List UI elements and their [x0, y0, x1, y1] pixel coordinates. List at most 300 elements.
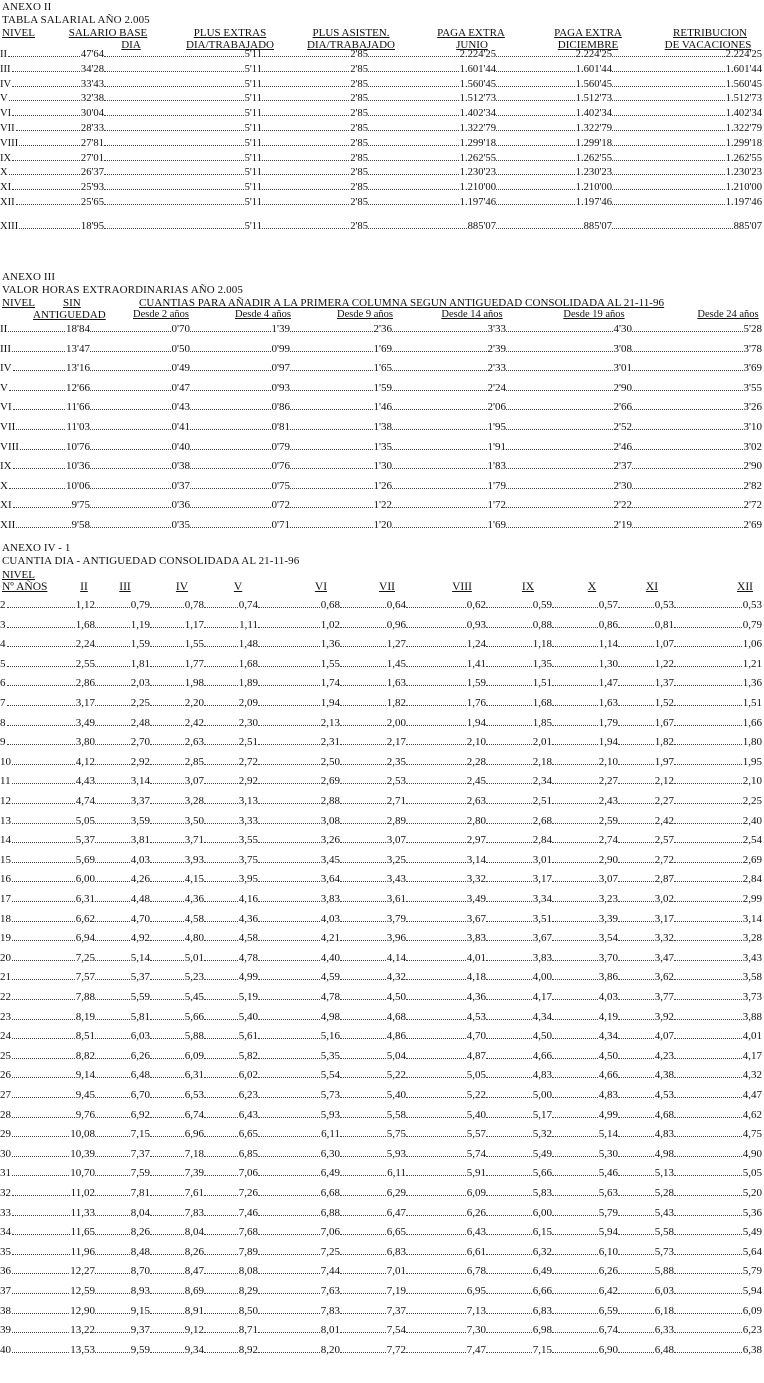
annex4-value: 6,26	[466, 1206, 486, 1219]
annex3-cell-desde	[506, 379, 632, 394]
dot-leader	[552, 1027, 598, 1039]
annex4-value: 5,40	[238, 1010, 258, 1023]
annex2-cell-retribucion-vacaciones	[612, 163, 762, 178]
annex4-value: 2,28	[466, 755, 486, 768]
annex4-value: 3,81	[130, 834, 150, 847]
dot-leader	[150, 1321, 184, 1333]
annex2-cell-paga-diciembre	[496, 134, 612, 149]
annex4-value: 6,96	[184, 1128, 204, 1141]
annex4-value: 6,43	[466, 1226, 486, 1239]
annex4-cell	[674, 831, 762, 846]
annex4-value: 3,77	[654, 991, 674, 1003]
dot-leader	[632, 418, 743, 430]
dot-leader	[552, 596, 598, 608]
annex2-header-plus-extras: PLUS EXTRAS	[193, 27, 267, 39]
annex4-cell	[486, 772, 552, 787]
annex4-value: 6,09	[466, 1187, 486, 1199]
dot-leader	[674, 772, 742, 784]
annex4-value: 4,98	[654, 1147, 674, 1160]
annex4-cell	[258, 988, 340, 1003]
annex4-cell	[406, 733, 486, 748]
annex4-value: 4,58	[184, 912, 204, 925]
annex4-cell	[674, 870, 762, 885]
annex4-cell	[406, 1204, 486, 1219]
dot-leader	[406, 1125, 466, 1137]
annex4-cell	[406, 1066, 486, 1081]
annex4-cell	[406, 1027, 486, 1042]
annex4-cell	[674, 890, 762, 905]
dot-leader	[150, 1223, 184, 1235]
dot-leader	[104, 134, 244, 146]
annex2-cell-paga-junio	[368, 89, 496, 104]
annex2-header-plus-asisten-dia: DIA/TRABAJADO	[307, 39, 395, 51]
annex4-value: 4,50	[386, 991, 406, 1003]
annex4-value: 4,19	[598, 1010, 618, 1023]
dot-leader	[13, 457, 65, 469]
dot-leader	[258, 1223, 320, 1235]
annex4-anos-label: 26	[0, 1069, 11, 1082]
annex4-value: 9,34	[184, 1343, 204, 1356]
dot-leader	[290, 457, 373, 469]
dot-leader	[486, 1341, 532, 1353]
dot-leader	[104, 60, 244, 72]
dot-leader	[486, 1282, 532, 1294]
table-row	[0, 655, 764, 674]
annex4-cell	[618, 733, 674, 748]
table-row	[0, 134, 764, 148]
annex2-retribucion-vacaciones-value: 885'07	[733, 220, 762, 232]
annex4-value: 1,30	[598, 657, 618, 670]
annex4-cell-anos-ii	[0, 1125, 95, 1140]
annex4-cell	[674, 1145, 762, 1160]
annex3-sin-antiguedad-value: 18'84	[66, 323, 90, 335]
annex2-cell-paga-junio	[368, 45, 496, 60]
annex3-sin-antiguedad-value: 9'75	[71, 499, 90, 512]
annex4-value: 9,59	[130, 1343, 150, 1356]
annex3-desde-value: 3'33	[487, 323, 506, 335]
annex2-cell-retribucion-vacaciones	[612, 75, 762, 90]
annex4-value: 6,65	[238, 1128, 258, 1141]
annex3-cell-desde	[392, 379, 506, 394]
dot-leader	[552, 890, 598, 902]
annex4-cell	[552, 792, 618, 807]
annex4-cell	[406, 949, 486, 964]
annex3-desde-value: 2'06	[487, 401, 506, 414]
annex3-cell-desde	[506, 320, 632, 335]
dot-leader	[552, 968, 598, 980]
annex4-value: 2,69	[742, 853, 762, 866]
dot-leader	[204, 1164, 238, 1176]
annex4-value: 5,64	[742, 1245, 762, 1258]
dot-leader	[90, 457, 171, 469]
annex4-value: 13,53	[70, 1343, 95, 1356]
dot-leader	[258, 1047, 320, 1059]
table-row	[0, 1302, 764, 1321]
annex4-anos-label: 40	[0, 1343, 11, 1356]
annex4-cell	[674, 694, 762, 709]
annex4-value: 6,30	[320, 1147, 340, 1160]
annex4-cell	[95, 655, 150, 670]
annex4-value: 6,29	[386, 1187, 406, 1199]
dot-leader	[150, 753, 184, 765]
annex4-value: 5,49	[742, 1226, 762, 1239]
dot-leader	[392, 359, 487, 371]
annex2-nivel-label: VIII	[0, 137, 19, 149]
annex4-value: 6,43	[238, 1108, 258, 1121]
dot-leader	[496, 45, 575, 57]
annex4-value: 1,98	[184, 677, 204, 690]
annex4-cell	[552, 674, 618, 689]
annex4-cell-anos-ii	[0, 635, 95, 650]
annex3-desde-value: 1'39	[271, 323, 290, 335]
annex3-desde-value: 3'69	[743, 362, 762, 375]
annex4-anos-label: 6	[0, 677, 6, 690]
annex4-cell	[95, 792, 150, 807]
annex4-value: 8,29	[238, 1285, 258, 1297]
annex4-value: 4,26	[130, 873, 150, 886]
dot-leader	[12, 1086, 75, 1098]
dot-leader	[7, 714, 75, 726]
annex4-cell	[340, 1008, 406, 1023]
annex3-cell-desde	[506, 477, 632, 492]
annex4-cell	[618, 1184, 674, 1199]
annex3-nivel-label: VIII	[0, 440, 19, 453]
annex4-cell	[258, 910, 340, 925]
table-row	[0, 477, 764, 496]
annex4-cell	[95, 1243, 150, 1258]
dot-leader	[486, 1184, 532, 1196]
annex4-cell	[95, 772, 150, 787]
dot-leader	[150, 1282, 184, 1294]
annex4-cell	[552, 1223, 618, 1238]
dot-leader	[19, 217, 80, 229]
annex4-value: 2,09	[238, 697, 258, 709]
dot-leader	[340, 733, 386, 745]
dot-leader	[7, 596, 75, 608]
annex4-cell	[150, 1243, 204, 1258]
annex4-cell	[486, 1184, 552, 1199]
annex4-cell	[340, 910, 406, 925]
annex3-header-desde-24: Desde 24 años	[697, 309, 759, 320]
annex4-value: 4,01	[466, 951, 486, 964]
annex4-value: 5,36	[742, 1206, 762, 1219]
annex4-cell	[618, 910, 674, 925]
annex3-desde-value: 3'55	[743, 381, 762, 394]
annex2-cell-paga-junio	[368, 149, 496, 164]
annex4-cell	[258, 1066, 340, 1081]
dot-leader	[674, 1282, 742, 1294]
annex2-cell-retribucion-vacaciones	[612, 89, 762, 104]
annex3-cell-desde	[632, 496, 762, 511]
annex4-value: 4,68	[386, 1010, 406, 1023]
dot-leader	[368, 178, 459, 190]
dot-leader	[486, 1321, 532, 1333]
table-row	[0, 1204, 764, 1223]
dot-leader	[506, 320, 613, 332]
annex4-cell	[618, 792, 674, 807]
dot-leader	[150, 870, 184, 882]
annex3-nivel-label: XI	[0, 499, 12, 512]
dot-leader	[95, 733, 130, 745]
annex4-cell-anos-ii	[0, 674, 95, 689]
annex4-cell	[674, 733, 762, 748]
annex2-header-retribucion: RETRIBUCION	[673, 27, 747, 39]
annex4-cell	[258, 1145, 340, 1160]
annex4-cell	[258, 812, 340, 827]
dot-leader	[618, 792, 654, 804]
dot-leader	[90, 418, 171, 430]
dot-leader	[674, 968, 742, 980]
dot-leader	[95, 714, 130, 726]
dot-leader	[392, 516, 487, 528]
dot-leader	[406, 812, 466, 824]
annex4-value: 4,03	[598, 991, 618, 1003]
annex2-retribucion-vacaciones-value: 1.402'34	[725, 108, 762, 120]
annex4-value: 8,47	[184, 1265, 204, 1278]
annex4-cell	[204, 988, 258, 1003]
annex4-cell	[150, 694, 204, 709]
dot-leader	[258, 1204, 320, 1216]
annex3-desde-value: 1'65	[373, 362, 392, 375]
annex3-desde-value: 0'40	[171, 440, 190, 453]
annex3-desde-value: 2'37	[613, 460, 632, 473]
dot-leader	[90, 340, 171, 352]
annex2-cell-paga-diciembre	[496, 60, 612, 75]
annex4-value: 4,53	[466, 1010, 486, 1023]
dot-leader	[506, 457, 613, 469]
annex4-value: 1,82	[386, 697, 406, 709]
annex4-value: 1,82	[654, 736, 674, 749]
annex3-cell-desde	[90, 457, 190, 472]
annex4-anos-label: 14	[0, 834, 11, 847]
dot-leader	[95, 635, 130, 647]
annex2-cell-plus-asisten	[262, 217, 368, 232]
annex4-value: 10,39	[70, 1147, 95, 1160]
annex3-desde-value: 1'95	[487, 421, 506, 433]
dot-leader	[258, 968, 320, 980]
annex4-cell	[95, 1106, 150, 1121]
annex4-value: 0,79	[130, 599, 150, 611]
annex4-value: 5,59	[130, 991, 150, 1003]
annex4-cell	[340, 1184, 406, 1199]
annex4-cell	[406, 596, 486, 611]
annex4-cell-anos-ii	[0, 1008, 95, 1023]
annex4-value: 2,31	[320, 736, 340, 749]
annex4-cell	[552, 812, 618, 827]
annex3-cell-desde	[392, 340, 506, 355]
annex4-value: 8,04	[184, 1226, 204, 1239]
annex4-value: 2,00	[386, 716, 406, 729]
annex4-value: 6,09	[742, 1304, 762, 1317]
annex4-value: 10,08	[70, 1128, 95, 1141]
annex4-anos-label: 17	[0, 893, 11, 905]
annex4-value: 3,01	[532, 853, 552, 866]
annex4-cell	[406, 753, 486, 768]
dot-leader	[552, 831, 598, 843]
annex4-value: 6,74	[184, 1108, 204, 1121]
dot-leader	[486, 753, 532, 765]
dot-leader	[204, 792, 238, 804]
annex4-value: 1,41	[466, 657, 486, 670]
dot-leader	[674, 1086, 742, 1098]
annex2-nivel-label: XI	[0, 182, 12, 194]
table-row	[0, 851, 764, 870]
annex4-value: 3,62	[654, 971, 674, 984]
annex4-value: 4,66	[598, 1069, 618, 1082]
dot-leader	[190, 457, 271, 469]
annex4-value: 5,32	[532, 1128, 552, 1141]
dot-leader	[258, 831, 320, 843]
annex4-value: 0,81	[654, 618, 674, 631]
dot-leader	[258, 1008, 320, 1020]
annex4-value: 5,94	[598, 1226, 618, 1239]
dot-leader	[674, 851, 742, 863]
dot-leader	[612, 178, 725, 190]
annex4-value: 7,44	[320, 1265, 340, 1278]
dot-leader	[368, 193, 459, 205]
annex4-value: 5,13	[654, 1167, 674, 1180]
annex4-value: 4,36	[184, 893, 204, 905]
dot-leader	[392, 320, 487, 332]
table-row	[0, 1243, 764, 1262]
annex3-desde-value: 3'02	[743, 440, 762, 453]
dot-leader	[95, 968, 130, 980]
dot-leader	[618, 616, 654, 628]
annex3-desde-value: 3'01	[613, 362, 632, 375]
dot-leader	[262, 89, 349, 101]
dot-leader	[150, 772, 184, 784]
dot-leader	[290, 516, 373, 528]
annex3-cell-desde	[190, 438, 290, 453]
dot-leader	[618, 1066, 654, 1078]
dot-leader	[150, 910, 184, 922]
dot-leader	[90, 496, 171, 508]
table-row	[0, 635, 764, 654]
dot-leader	[204, 1106, 238, 1118]
annex2-cell-nivel-salario	[0, 75, 104, 90]
dot-leader	[618, 1008, 654, 1020]
annex4-cell	[406, 910, 486, 925]
annex4-cell	[204, 635, 258, 650]
annex4-value: 1,94	[466, 716, 486, 729]
annex4-cell	[406, 890, 486, 905]
annex4-cell	[150, 910, 204, 925]
dot-leader	[258, 616, 320, 628]
dot-leader	[552, 1282, 598, 1294]
annex2-cell-plus-extras	[104, 104, 262, 119]
annex4-header-nivel-v: V	[233, 581, 243, 593]
annex4-value: 2,03	[130, 677, 150, 690]
dot-leader	[340, 1184, 386, 1196]
annex3-cell-desde	[392, 398, 506, 413]
dot-leader	[340, 1243, 386, 1255]
annex2-cell-plus-extras	[104, 119, 262, 134]
annex4-value: 8,26	[184, 1245, 204, 1258]
dot-leader	[406, 792, 466, 804]
annex4-cell	[340, 596, 406, 611]
dot-leader	[12, 1184, 70, 1196]
annex4-cell	[340, 1282, 406, 1297]
dot-leader	[632, 457, 743, 469]
table-row	[0, 968, 764, 987]
dot-leader	[262, 178, 349, 190]
annex3-nivel-label: VII	[0, 421, 16, 433]
annex4-cell	[150, 655, 204, 670]
annex4-value: 5,23	[184, 971, 204, 984]
annex4-value: 5,05	[466, 1069, 486, 1082]
dot-leader	[406, 733, 466, 745]
annex4-cell	[340, 792, 406, 807]
annex4-cell	[258, 1341, 340, 1356]
annex4-cell-anos-ii	[0, 1027, 95, 1042]
annex4-value: 6,62	[75, 912, 95, 925]
dot-leader	[486, 1047, 532, 1059]
annex4-cell	[486, 753, 552, 768]
dot-leader	[150, 1008, 184, 1020]
annex4-value: 3,45	[320, 853, 340, 866]
annex4-cell	[95, 1341, 150, 1356]
dot-leader	[618, 1302, 654, 1314]
dot-leader	[204, 949, 238, 961]
annex2-paga-junio-value: 1.299'18	[459, 137, 496, 149]
dot-leader	[612, 89, 725, 101]
annex4-value: 6,65	[386, 1226, 406, 1239]
annex4-value: 3,07	[598, 873, 618, 886]
annex4-value: 6,66	[532, 1285, 552, 1297]
dot-leader	[632, 320, 743, 332]
annex4-cell	[618, 890, 674, 905]
annex2-cell-nivel-salario	[0, 149, 104, 164]
annex4-value: 5,91	[466, 1167, 486, 1180]
table-row	[0, 193, 764, 207]
annex4-anos-label: 30	[0, 1147, 11, 1160]
annex3-desde-value: 0'71	[271, 519, 290, 531]
annex2-cell-plus-extras	[104, 89, 262, 104]
table-row	[0, 89, 764, 103]
annex2-salario-base-value: 32'38	[80, 93, 104, 105]
dot-leader	[95, 792, 130, 804]
dot-leader	[150, 655, 184, 667]
annex2-header-retribucion-l2: DE VACACIONES	[664, 39, 752, 51]
dot-leader	[406, 655, 466, 667]
annex4-value: 1,27	[386, 638, 406, 651]
annex2-salario-base-value: 18'95	[80, 220, 104, 232]
annex4-cell	[674, 1282, 762, 1297]
dot-leader	[204, 674, 238, 686]
annex4-cell	[258, 733, 340, 748]
annex4-value: 1,51	[532, 677, 552, 690]
annex4-anos-label: 27	[0, 1089, 11, 1101]
annex4-cell	[340, 1223, 406, 1238]
dot-leader	[618, 831, 654, 843]
annex4-cell	[95, 635, 150, 650]
table-row	[0, 910, 764, 929]
annex4-value: 6,31	[75, 893, 95, 905]
table-row	[0, 772, 764, 791]
annex2-paga-diciembre-value: 1.299'18	[575, 137, 612, 149]
annex2-nivel-label: II	[0, 49, 8, 60]
annex3-cell-desde	[290, 379, 392, 394]
annex4-value: 1,85	[532, 716, 552, 729]
annex4-cell	[486, 968, 552, 983]
annex4-cell	[204, 831, 258, 846]
dot-leader	[674, 1243, 742, 1255]
annex4-anos-label: 24	[0, 1030, 11, 1043]
annex2-cell-plus-extras	[104, 178, 262, 193]
dot-leader	[674, 870, 742, 882]
dot-leader	[406, 968, 466, 980]
table-row	[0, 1008, 764, 1027]
